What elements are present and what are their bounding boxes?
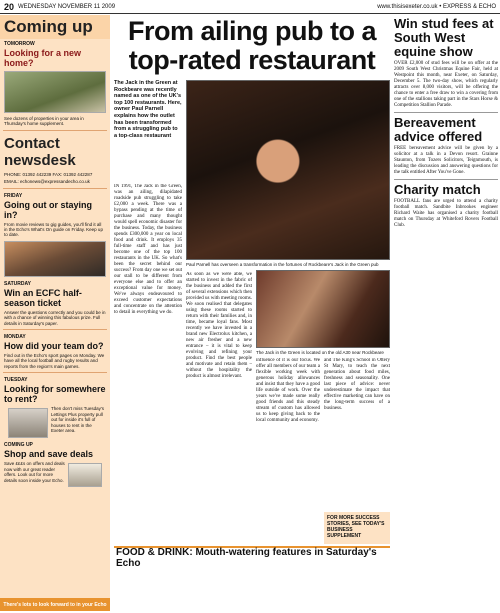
tuesday-kicker: TUESDAY [4,377,28,384]
article-column-1: IN 1991, The Jack in the Green, was an ailing, dilapidated roadside pub struggling to take £2,000 a week. There was a bypass pending at the time of purchase and many thought would spell economic disaster for the business. Today, the business spends £300,000 a year on local food and drink. It employs 35 full-time staff and has just become one of the top 100 restaurants in the UK. So what's been the secret behind our success? From day one we set out our stall to be different from everyone else and to offer an exceptional value for money. We've always endeavoured to exceed customer expectations and concentrate on the attention to detail in everything we do. [114,184,182,315]
masthead [0,0,500,14]
contact-phone: PHONE: 01392 442239 FAX: 01392 442287 [4,171,93,177]
friday-heading: Going out or staying in? [4,199,92,220]
contact-email: EMAIL: echonews@expressandecho.co.uk [4,179,90,185]
saturday-body: Answer the questions correctly and you could be in with a chance of winning this fabulous prize. Full details in Saturday's paper. [4,309,106,326]
main-photo-caption: Paul Parnell has overseen a transformation in the fortunes of Rockbeare's Jack in the Green pub [186,262,379,267]
bereavement-body: FREE bereavement advice will be given by a solicitor at a talk in a Devon resort. Grainne Staunton, from Tozers Solicitors, Teignmouth, is leading the discussion and answering questions for the talk entitled After You've Gone. [394,146,498,175]
owner-portrait-photo [186,80,390,260]
business-supplement-promo: FOR MORE SUCCESS STORIES, SEE TODAY'S BUSINESS SUPPLEMENT [324,512,390,544]
article-column-2: As soon as we were able, we started to invest in the fabric of the business and added the first of several extensions which then provided us with meeting rooms. We soon realised that delegates using these rooms started to return with their families and, in time, became loyal fans. Most recently we have invested in a brand new Electrolux kitchen, a new air fresher and a new entrance – it is vital to keep evolving and refining your product. Find the best people and motivate and retain them – without the hospitality the product is almost irrelevant. [186,272,252,379]
friday-body: From movie reviews to gig guides, you'll find it all in the Echo's What's On guide on Friday. Keep up to date. [4,221,103,238]
contact-newsdesk-title: Contact newsdesk [4,134,76,169]
divider [3,329,107,330]
divider [394,179,498,180]
monday-body: Find out in the Echo's sport pages on Monday. We have all the local football and rugby results and reports from the region's main games. [4,353,105,369]
right-news-column [394,17,498,611]
bereavement-heading: Bereavement advice offered [394,115,483,144]
tomorrow-heading: Looking for a new home? [4,48,82,68]
shopping-photo [68,463,102,487]
shop-save-heading: Shop and save deals [4,449,94,460]
charity-match-heading: Charity match [394,182,481,197]
masthead-site: www.thisisexeter.co.uk • EXPRESS & ECHO [377,3,496,10]
divider [394,112,498,113]
tomorrow-body: See dozens of properties in your area in Thursday's home supplement. [4,116,84,127]
article-column-4: and The King's School in Ottery St Mary, to teach the next generation about food miles, freshness and seasonality. One last piece of advice: never underestimate the impact that effective marketing can have on the long-term success of a business. [324,358,390,411]
friday-kicker: FRIDAY [4,192,23,199]
shop-save-section [0,460,110,484]
restaurant-photo-caption: The Jack in the Green is located on the old A30 near Rockbeare [256,350,384,355]
stud-fees-heading: Win stud fees at South West equine show [394,17,494,59]
divider [3,372,107,373]
saturday-kicker: SATURDAY [4,280,31,287]
sidebar-footer: There's lots to look forward to in your Echo [0,598,110,611]
coming-up-sidebar [0,15,110,611]
tomorrow-kicker: TOMORROW [4,41,35,47]
sidebar-header [0,15,110,39]
coming-up-kicker: COMING UP [4,442,33,449]
sidebar-title: Coming up [4,17,93,36]
tuesday-heading: Looking for somewhere to rent? [4,384,106,405]
divider [3,130,107,131]
tuesday-section [0,405,110,434]
restaurant-photo [256,270,390,348]
page-number: 20 [4,1,15,12]
food-drink-banner: FOOD & DRINK: Mouth-watering features in Saturday's Echo [114,546,390,568]
shop-save-body: Save £££s on offers and deals now with our great reader offers. Look out for more details soon inside your Echo. [4,461,65,483]
saturday-heading: Win an ECFC half-season ticket [4,287,82,308]
monday-heading: How did your team do? [4,341,104,352]
monday-kicker: MONDAY [4,334,26,341]
house-photo [4,71,106,113]
masthead-date: WEDNESDAY NOVEMBER 11 2009 [18,3,116,10]
article-standfirst: The Jack in the Green at Rockbeare was recently named as one of the UK's top 100 restaurants. Here, owner Paul Parnell explains how the outlet has been transformed from a struggling pub to a top-class restaurant [114,80,182,139]
lettings-photo [8,408,48,438]
charity-match-body: FOOTBALL fans are urged to attend a charity football match. Sandbite Inbrookes engineer Richard Waite has organised a charity football match on Thursday at Whiteford Rovers Football Club. [394,199,498,228]
tuesday-body: Then don't miss Tuesday's Lettings Plus property pull out for inside it's full of houses to rent in the Exeter area. [51,406,104,433]
stud-fees-body: OVER £2,000 of stud fees will be on offer at the 2009 South West Christmas Equine Fair, held at Westpoint this month, near Exeter, on Saturday, December 5. The two-day show, which regularly attracts over 8,000 visitors, will be offering the chance to enter a free draw to win a covering from one of the stallions taking part in the Stars Horse & Competition Stallion Parade. [394,61,498,108]
divider [3,188,107,189]
crowd-photo [4,241,106,277]
article-headline: From ailing pub to a top-rated restaurant [128,16,376,75]
article-column-3: influence of it is our focus. We offer all members of our team a flexible working week with generous holiday allowances and insist that they have a good life outside of work. Over the years we've made some really good friends and this steady stream of custom has allowed us to keep giving back to the local community and economy. [256,358,320,423]
